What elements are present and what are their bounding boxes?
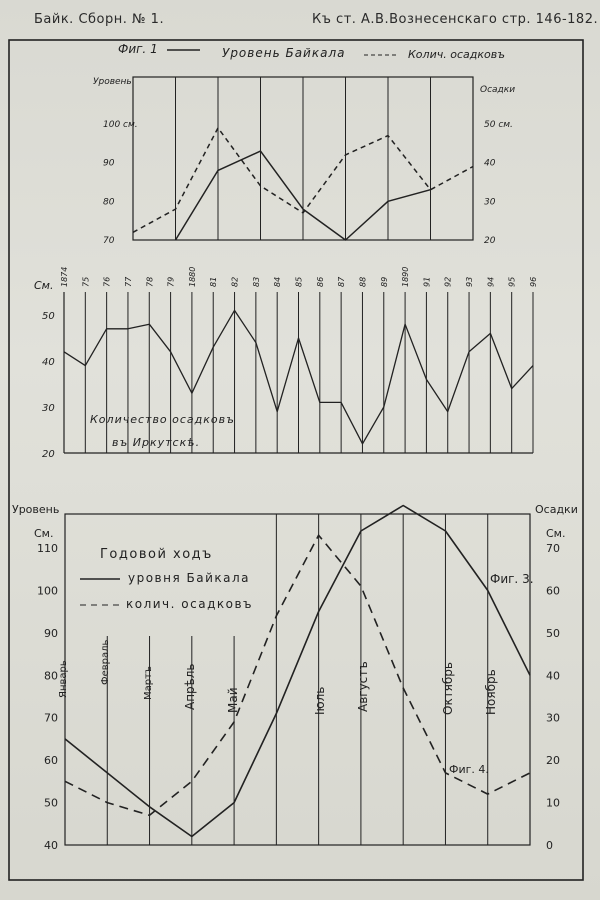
fig2-category-label: 96 — [529, 276, 538, 287]
page-frame — [9, 40, 583, 880]
fig2-category-label: 1874 — [60, 266, 69, 287]
fig3-left-tick: 110 — [37, 541, 58, 555]
fig3-right-tick: 40 — [546, 669, 560, 683]
fig3-right-tick: 70 — [546, 541, 560, 555]
fig2-category-label: 94 — [486, 276, 496, 287]
fig2-y-tick: 50 — [42, 311, 55, 322]
fig2-category-label: 93 — [465, 276, 475, 287]
fig3-month-label: Октябрь — [441, 662, 455, 715]
fig2-category-label: 83 — [251, 276, 261, 287]
fig2-category-label: 84 — [273, 276, 283, 287]
fig2-category-label: 81 — [209, 276, 219, 287]
fig3-left-tick: 40 — [44, 839, 58, 852]
fig2-ylabel: См. — [34, 279, 54, 292]
fig1-legend-solid-label: Уровень Байкала — [222, 46, 346, 60]
fig3-annotation-fig3: Фиг. 3. — [490, 572, 534, 586]
fig3-left-tick: 80 — [44, 669, 58, 683]
fig2-category-label: 1880 — [187, 266, 197, 287]
fig1-legend-dashed-label: Колич. осадковъ — [408, 48, 505, 61]
fig2-category-label: 77 — [123, 276, 133, 287]
fig2-y-tick: 30 — [42, 403, 55, 414]
fig2-category-label: 87 — [337, 276, 347, 287]
fig3-left-tick: 50 — [44, 796, 58, 810]
fig3-right-tick: 60 — [546, 584, 560, 598]
fig2-category-label: 91 — [422, 276, 432, 287]
fig3-left-tick: 90 — [44, 626, 58, 640]
fig1-left-tick: 90 — [103, 158, 115, 169]
fig2-category-label: 79 — [166, 276, 176, 287]
fig1-ylabel-left: Уровень — [93, 77, 132, 87]
fig2-category-label: 82 — [230, 276, 240, 287]
fig1-right-tick: 30 — [484, 197, 496, 208]
fig2-category-label: 85 — [294, 276, 304, 287]
fig2-category-label: 89 — [379, 276, 389, 287]
fig3-month-label: Іюль — [313, 686, 327, 715]
fig2-category-label: 1890 — [401, 266, 411, 287]
fig1-right-tick: 50 см. — [484, 120, 513, 130]
fig1-right-tick: 40 — [484, 158, 496, 169]
fig2-title-line1: Количество осадковъ — [90, 413, 235, 426]
fig1-left-tick: 100 см. — [103, 120, 138, 130]
fig2-y-tick: 40 — [42, 357, 55, 368]
fig1-ylabel-right: Осадки — [480, 85, 516, 95]
fig3-title: Годовой ходъ — [100, 547, 213, 562]
fig2-category-label: 76 — [102, 276, 112, 287]
header-left: Байк. Сборн. № 1. — [34, 12, 165, 27]
fig2-category-label: 78 — [145, 276, 155, 287]
fig2-title-line2: въ Иркутскѣ. — [112, 436, 201, 449]
fig3-right-tick: 30 — [546, 711, 560, 725]
fig3-annotation-fig4: Фиг. 4. — [449, 763, 489, 776]
fig2-y-tick: 20 — [42, 449, 55, 460]
fig3-right-tick: 50 — [546, 626, 560, 640]
fig3-month-label: Мартъ — [143, 666, 154, 700]
fig3-left-tick: 70 — [44, 711, 58, 725]
fig3-left-tick: 100 — [37, 584, 58, 598]
fig3-right-tick: 20 — [546, 754, 560, 768]
fig3-left-tick: 60 — [44, 754, 58, 768]
fig2-category-label: 88 — [358, 276, 368, 287]
fig3-legend-dashed-label: колич. осадковъ — [126, 597, 254, 611]
fig1-title: Фиг. 1 — [118, 42, 158, 56]
header-right: Къ ст. А.В.Вознесенскаго стр. 146-182. — [312, 12, 599, 27]
fig1-left-tick: 80 — [103, 197, 115, 208]
fig2-category-label: 95 — [507, 276, 517, 287]
fig3-right-tick: 10 — [546, 796, 560, 810]
fig3-month-label: Февраль — [100, 639, 111, 685]
fig3-unit-right: См. — [546, 527, 566, 540]
fig3-month-label: Январь — [58, 660, 69, 698]
fig3-ylabel-right: Осадки — [535, 503, 578, 516]
fig1-right-tick: 20 — [484, 236, 496, 246]
fig2-category-label: 92 — [443, 276, 453, 287]
fig3-right-tick: 0 — [546, 839, 553, 852]
fig3-legend-solid-label: уровня Байкала — [128, 571, 251, 585]
fig3-month-label: Ноябрь — [484, 669, 498, 715]
fig3-month-label: Май — [226, 687, 240, 713]
fig3-unit-left: См. — [34, 527, 54, 540]
fig2-category-label: 75 — [81, 276, 91, 287]
fig3-month-label: Апрѣль — [183, 663, 197, 710]
fig1-left-tick: 70 — [103, 236, 115, 246]
fig3-ylabel-left: Уровень — [12, 503, 60, 516]
fig2-category-label: 86 — [315, 276, 325, 287]
fig3-month-label: Августъ — [356, 661, 370, 712]
